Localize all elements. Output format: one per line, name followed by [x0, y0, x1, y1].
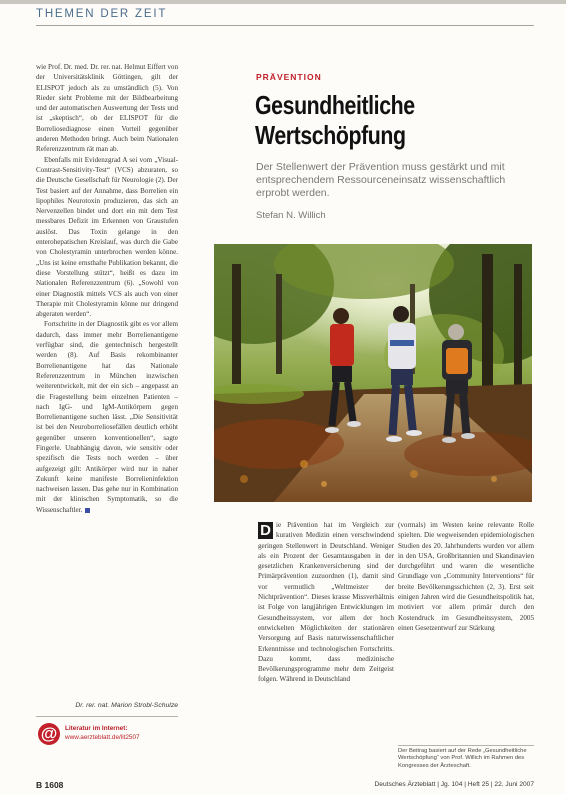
divider [36, 716, 178, 717]
at-sign-icon: @ [38, 723, 60, 745]
journal-reference: Deutsches Ärzteblatt | Jg. 104 | Heft 25 | 22. Juni 2007 [374, 781, 534, 788]
article-headline [255, 90, 493, 150]
article-text: ie Prävention hat im Vergleich zur kurativen Medizin einen verschwindend geringen Stellenwert in Deutschland. Weniger als ein Prozent der Gesamtausgaben in der gesetzlichen Krankenversicherung sind der Primärprävention zuzuordnen (1), damit sind vor vermutlich „Weltmeister der Nichtprävention“. Dieses krasse Missverhältnis ist Folge von langjährigen Entwicklungen im Gesundheitssystem, vor allem der hoch entwickelten Möglichkeiten der stationären Versorgung auf Basis naturwissenschaftlicher Erkenntnisse und technologischen Fortschritts. Dazu kommt, dass medizinische Bevölkerungsprogramme mehr dem Zeitgeist folgen. Während in Deutschland [258, 521, 394, 684]
left-paragraph: Ebenfalls mit Evidenzgrad A sei vom „Visual-Contrast-Sensitivity-Test“ (VCS) abzuraten, so die Deutsche Gesellschaft für Neurologie (2). Der Test basiert auf der Annahme, dass Borrelien ein lipophiles Neurotoxin produzieren, das sich an Nervenzellen bindet und dort ein mit dem Test messbares Defizit im Erkennen von Graustufen auslöst. Das Toxin gelange in den enterohepatischen Kreislauf, was durch die Gabe von Cholestyramin unterbrochen werden könne. „Uns ist keine ernsthafte Publikation bekannt, die diese Vorstellung stützt“, heißt es dazu im Nationalen Referenzzentrum (6). „Sowohl von einer Diagnostik mittels VCS als auch von einer Therapie mit Cholestyramin könne nur dringend abgeraten werden“. [36, 155, 178, 319]
joggers-photo [214, 244, 532, 502]
article-footnote: Der Beitrag basiert auf der Rede „Gesundheitliche Wertschöpfung“ von Prof. Willich im Rahmen des Kongresses der Ärzteschaft. [398, 748, 527, 769]
top-rule [0, 0, 566, 4]
drop-cap: D [258, 522, 273, 539]
headline-line: Gesundheitliche [255, 90, 415, 120]
left-paragraph: wie Prof. Dr. med. Dr. rer. nat. Helmut Eiffert von der Universitätsklinik Göttingen, gilt der ELISPOT jedoch als zu umständlich (5). Von Rieder sieht Probleme mit der Bildbearbeitung und der automatischen Auswertung der Tests und ist „skeptisch“, ob der ELISPOT für die Borreliosediagnose einen Vorteil gegenüber anderen Methoden bringt. Auch beim Nationalen Referenzzentrum rät man ab. [36, 63, 178, 154]
header-rule [36, 25, 534, 26]
joggers-photo-illustration [214, 244, 532, 502]
article-paragraph [258, 520, 394, 685]
article-deck: Der Stellenwert der Prävention muss gestärkt und mit entsprechendem Ressourceneinsatz wissenschaftlich erprobt werden. [256, 161, 506, 199]
headline-line: Wertschöpfung [255, 120, 406, 150]
article-column-2 [398, 520, 534, 633]
article-kicker: PRÄVENTION [256, 72, 322, 82]
online-literature-label: Literatur im Internet: [65, 725, 128, 732]
page-number: B 1608 [36, 780, 64, 790]
article-paragraph: (vormals) im Westen keine relevante Rolle spielten. Die wegweisenden epidemiologischen Studien des 20. Jahrhunderts wurden vor allem in den USA, Großbritannien und Skandinavien durchgeführt und waren die wesentliche Grundlage von „Community Interventions“ für breite Bevölkerungsschichten (2, 3). Erst seit einigen Jahren wird die Gesundheitspolitik hat, motiviert vor allem primär durch den Kostendruck im Gesundheitssystem, 2005 einen Gesetzentwurf zur Stärkung [398, 521, 534, 632]
end-of-article-square-icon [85, 508, 90, 513]
author-signature: Dr. rer. nat. Marion Strobl-Schulze [75, 702, 178, 709]
left-paragraph [36, 319, 178, 515]
footnote-divider [398, 745, 534, 746]
online-literature-link[interactable]: www.aerzteblatt.de/lit2507 [65, 734, 140, 741]
article-byline: Stefan N. Willich [256, 210, 326, 221]
online-literature-box [65, 725, 140, 741]
left-paragraph-text: Fortschritte in der Diagnostik gibt es vor allem dadurch, dass immer mehr Borrelienantigene verfügbar sind, die gentechnisch hergestellt werden (8). Auf Basis rekombinanter Borrelienantigene hat das Nationale Referenzzentrum in München inzwischen weiterentwickelt, mit der ein sich – angepasst an die Fragestellung beim einzelnen Patienten – nach IgG- und IgM-Antikörpern gegen Borrelienantigene suchen lässt. „Die Sensitivität ist bei den Neuroborreliosefällen deutlich erhöht gegenüber unseren konventionellen“, sagte Fingerle. Unabhängig davon, wie sensitiv oder spezifisch die Tests noch werden – über aufgezeigt gilt: Antikörper wird nur in naher Zukunft keine manifeste Borrelieninfektion nachweisen lassen. Das gehe nur in Kombination mit der klinischen Symptomatik, so die Wissenschaftler. [36, 320, 178, 514]
article-column-1 [258, 520, 394, 685]
section-header: THEMEN DER ZEIT [36, 8, 168, 20]
left-column [36, 62, 178, 515]
